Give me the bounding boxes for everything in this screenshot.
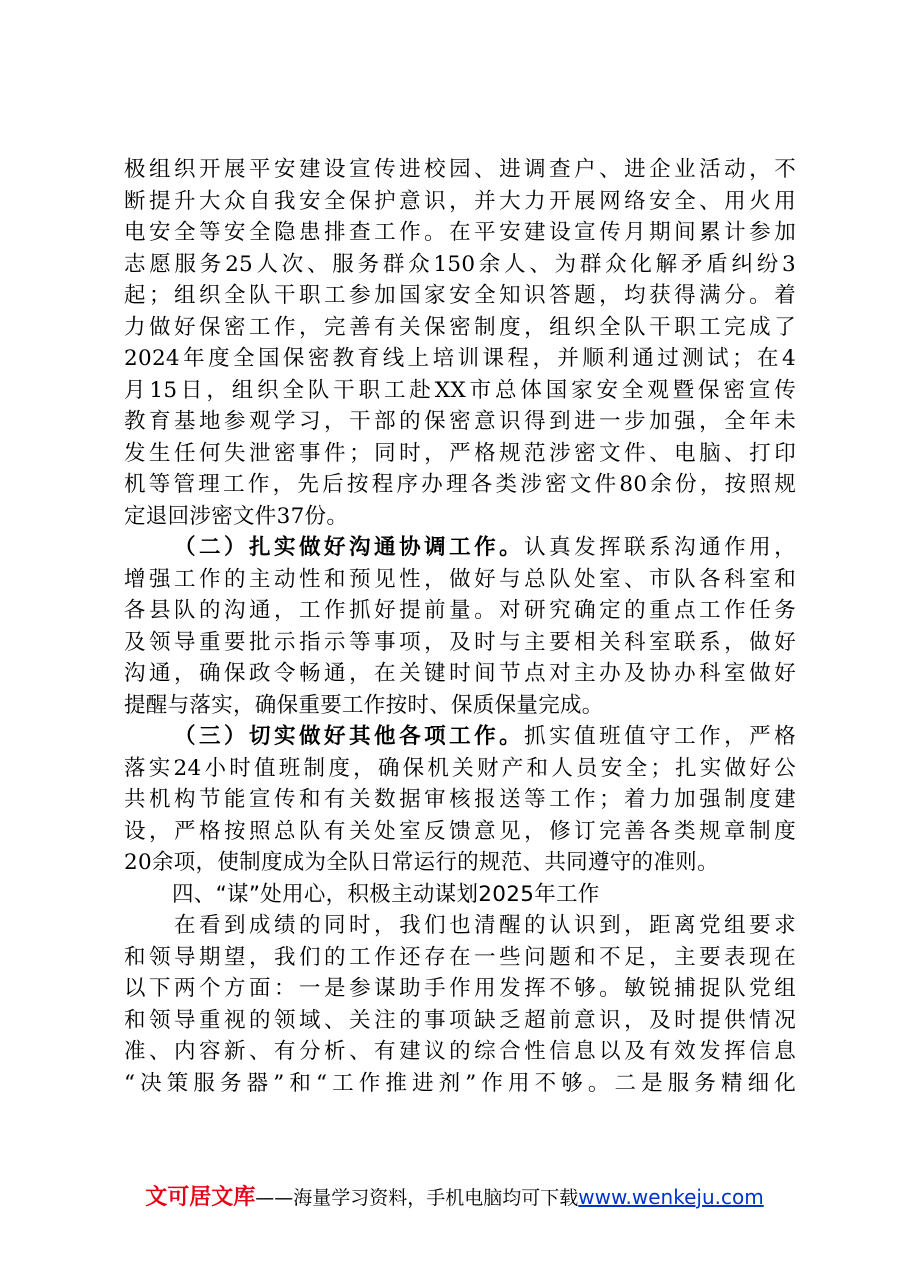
paragraph-line: “决策服务器”和“工作推进剂”作用不够。二是服务精细化	[124, 1070, 796, 1096]
paragraph-line: 各县队的沟通，工作抓好提前量。对研究确定的重点工作任务	[124, 598, 796, 623]
paragraph-line: 以下两个方面：一是参谋助手作用发挥不够。敏锐捕捉队党组	[124, 976, 796, 1001]
section-4-heading: 四、“谋”处用心，积极主动谋划2025年工作	[172, 881, 600, 907]
footer-website-link[interactable]: www.wenkeju.com	[578, 1185, 764, 1209]
section-3-first-line	[124, 721, 796, 753]
paragraph-line: 教育基地参观学习，干部的保密意识得到进一步加强，全年未	[124, 409, 796, 434]
paragraph-line: 和领导重视的领域、关注的事项缺乏超前意识，及时提供情况	[124, 1007, 796, 1033]
section-3-first-text: 抓实值班值守工作，严格	[524, 724, 796, 749]
paragraph-line: 起；组织全队干职工参加国家安全知识答题，均获得满分。着	[124, 283, 796, 308]
section-2-first-text: 认真发挥联系沟通作用，	[524, 535, 796, 560]
paragraph-line: 准、内容新、有分析、有建议的综合性信息以及有效发挥信息	[124, 1039, 796, 1064]
paragraph-line: 和领导期望，我们的工作还存在一些问题和不足，主要表现在	[124, 944, 796, 970]
paragraph-line: 共机构节能宣传和有关数据审核报送等工作；着力加强制度建	[124, 787, 796, 812]
paragraph-line: 机等管理工作，先后按程序办理各类涉密文件80余份，按照规	[124, 472, 796, 497]
paragraph-line: 提醒与落实，确保重要工作按时、保质保量完成。	[124, 692, 604, 718]
paragraph-line: 2024年度全国保密教育线上培训课程，并顺利通过测试；在4	[124, 346, 796, 371]
footer-tagline: ——海量学习资料，手机电脑均可下载	[255, 1187, 579, 1209]
document-body	[124, 154, 796, 1099]
paragraph-line: 极组织开展平安建设宣传进校园、进调查户、进企业活动，不	[124, 157, 796, 182]
section-2-title: （二）扎实做好沟通协调工作。	[174, 535, 525, 560]
footer-brand: 文可居文库	[145, 1185, 256, 1210]
section-2-first-line	[124, 532, 796, 564]
section-3-title: （三）切实做好其他各项工作。	[174, 724, 525, 749]
paragraph-line: 在看到成绩的同时，我们也清醒的认识到，距离党组要求	[174, 913, 796, 938]
paragraph-line: 沟通，确保政令畅通，在关键时间节点对主办及协办科室做好	[124, 661, 796, 686]
paragraph-line: 断提升大众自我安全保护意识，并大力开展网络安全、用火用	[124, 188, 796, 214]
paragraph-line: 力做好保密工作，完善有关保密制度，组织全队干职工完成了	[124, 314, 796, 340]
paragraph-line: 定退回涉密文件37份。	[124, 503, 349, 529]
paragraph-line: 设，严格按照总队有关处室反馈意见，修订完善各类规章制度	[124, 818, 796, 844]
paragraph-line: 及领导重要批示指示等事项，及时与主要相关科室联系，做好	[124, 629, 796, 655]
paragraph-line: 增强工作的主动性和预见性，做好与总队处室、市队各科室和	[124, 566, 796, 592]
paragraph-line: 落实24小时值班制度，确保机关财产和人员安全；扎实做好公	[124, 755, 796, 781]
paragraph-line: 发生任何失泄密事件；同时，严格规范涉密文件、电脑、打印	[124, 440, 796, 466]
paragraph-line: 电安全等安全隐患排查工作。在平安建设宣传月期间累计参加	[124, 220, 796, 245]
paragraph-line: 20余项，使制度成为全队日常运行的规范、共同遵守的准则。	[124, 850, 719, 875]
paragraph-line: 月15日，组织全队干职工赴XX市总体国家安全观暨保密宣传	[124, 377, 796, 403]
footer-banner	[0, 1180, 909, 1211]
paragraph-line: 志愿服务25人次、服务群众150余人、为群众化解矛盾纠纷3	[124, 251, 796, 277]
